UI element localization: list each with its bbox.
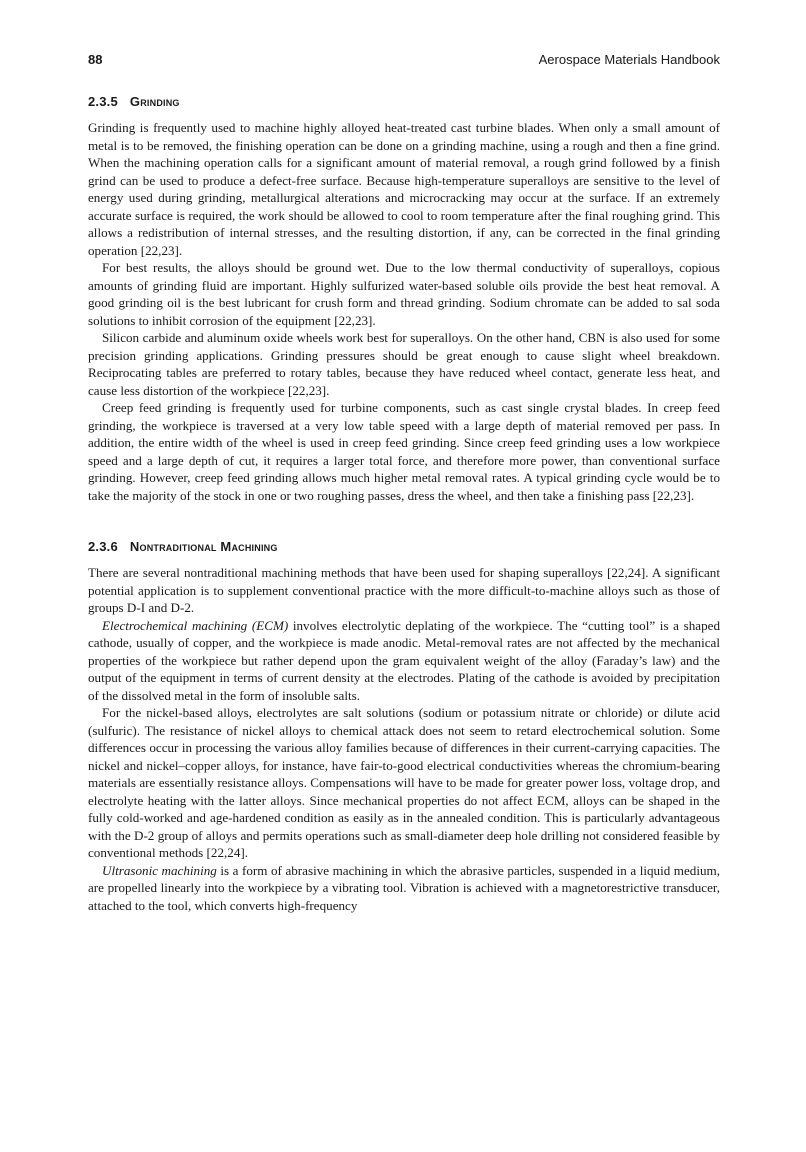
section-number: 2.3.5: [88, 94, 118, 109]
section-title: Nontraditional Machining: [129, 539, 278, 554]
paragraph-ecm: [88, 617, 720, 705]
term-ecm: Electrochemical machining (ECM): [102, 617, 289, 633]
section-title: Grinding: [129, 94, 180, 109]
book-page: [88, 52, 720, 914]
paragraph-text: is a form of abrasive machining in which the abrasive particles, suspended in a liquid medium, are propelled linearly into the workpiece by a vibrating tool. Vibration is achieved with a magnetorestrictive transducer, attached to the tool, which converts high-frequency: [88, 862, 720, 913]
section-body-grinding: [88, 119, 720, 504]
term-ultrasonic: Ultrasonic machining: [102, 862, 217, 878]
paragraph: There are several nontraditional machining methods that have been used for shaping superalloys [22,24]. A significant potential application is to supplement conventional practice with the more difficult-to-machine alloys such as those of groups D-I and D-2.: [88, 565, 720, 615]
paragraph: Silicon carbide and aluminum oxide wheels work best for superalloys. On the other hand, CBN is also used for some precision grinding applications. Grinding pressures should be great enough to cause slight wheel breakdown. Reciprocating tables are preferred to rotary tables, because they have reduced wheel contact, generate less heat, and cause less distortion of the workpiece [22,23].: [88, 330, 720, 398]
section-heading-nontraditional-machining: [88, 539, 720, 554]
paragraph: For the nickel-based alloys, electrolytes are salt solutions (sodium or potassium nitrate or chloride) or dilute acid (sulfuric). The resistance of nickel alloys to chemical attack does not seem to retard electrochemical solution. Some differences occur in processing the various alloy families because of differences in their current-carrying capacities. The nickel and nickel–copper alloys, for instance, have fair-to-good electrical conductivities whereas the chromium-bearing materials are essentially resistance alloys. Compensations will have to be made for greater power loss, voltage drop, and electrolyte heating with the latter alloys. Since mechanical properties do not affect ECM, alloys can be shaped in the fully cold-worked and age-hardened condition as easily as in the annealed condition. This is particularly advantageous with the D-2 group of alloys and permits operations such as small-diameter deep hole drilling not considered feasible by conventional methods [22,24].: [88, 705, 720, 860]
book-title: Aerospace Materials Handbook: [538, 52, 720, 67]
paragraph-ultrasonic: [88, 862, 720, 915]
section-number: 2.3.6: [88, 539, 118, 554]
section-heading-grinding: [88, 94, 720, 109]
section-body-nontraditional-machining: [88, 564, 720, 914]
paragraph: For best results, the alloys should be ground wet. Due to the low thermal conductivity of superalloys, copious amounts of grinding fluid are important. Highly sulfurized water-based soluble oils provide the best heat removal. A good grinding oil is the best lubricant for crush form and thread grinding. Sodium chromate can be added to sal soda solutions to inhibit corrosion of the equipment [22,23].: [88, 260, 720, 328]
paragraph: Grinding is frequently used to machine highly alloyed heat-treated cast turbine blades. When only a small amount of metal is to be removed, the finishing operation can be done on a grinding machine, using a rough and then a fine grind. When the machining operation calls for a significant amount of material removal, a rough grind followed by a finish grind can be used to produce a defect-free surface. Because high-temperature superalloys are sensitive to the level of energy used during grinding, metallurgical alterations and microcracking may occur at the surface. If an extremely accurate surface is required, the work should be allowed to cool to room temperature after the final roughing grind. This allows a redistribution of internal stresses, and the resulting distortion, if any, can be corrected in the final grinding operation [22,23].: [88, 120, 720, 258]
page-number: 88: [88, 52, 103, 67]
running-head: [88, 52, 720, 72]
paragraph: Creep feed grinding is frequently used for turbine components, such as cast single crystal blades. In creep feed grinding, the workpiece is traversed at a very low table speed with a large depth of material removed per pass. In addition, the entire width of the wheel is used in creep feed grinding. Since creep feed grinding uses a low workpiece speed and a large depth of cut, it requires a larger total force, and therefore more power, than conventional surface grinding. However, creep feed grinding allows much higher metal removal rates. A typical grinding cycle would be to take the majority of the stock in one or two roughing passes, dress the wheel, and then take a finishing pass [22,23].: [88, 400, 720, 503]
paragraph-text: involves electrolytic deplating of the workpiece. The “cutting tool” is a shaped cathode, usually of copper, and the workpiece is made anodic. Metal-removal rates are not affected by the mechanical properties of the workpiece but rather depend upon the gram equivalent weight of the alloy (Faraday’s law) and the output of the equipment in terms of current density at the electrodes. Plating of the cathode is avoided by precipitation of the dissolved metal in the form of insoluble salts.: [88, 617, 720, 703]
